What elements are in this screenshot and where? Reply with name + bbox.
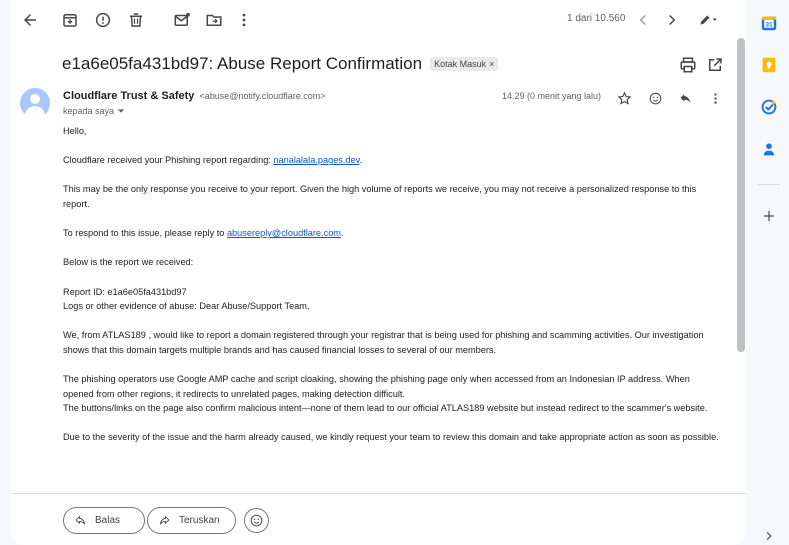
email-body bbox=[63, 124, 723, 460]
archive-icon[interactable] bbox=[60, 10, 80, 30]
reported-domain-link[interactable]: nanalalala.pages.dev bbox=[273, 155, 360, 166]
back-arrow-icon[interactable] bbox=[20, 10, 40, 30]
body-paragraph-7: Due to the severity of the issue and the harm already caused, we kindly request your team to review this domain and take appropriate action as soon as possible. bbox=[63, 432, 719, 443]
sender-line bbox=[63, 90, 326, 102]
forward-arrow-icon bbox=[158, 514, 171, 527]
body-paragraph-1 bbox=[63, 153, 723, 168]
body-paragraph-4: Below is the report we received: bbox=[63, 257, 194, 268]
sender-avatar[interactable] bbox=[20, 88, 50, 118]
open-in-new-window-icon[interactable] bbox=[705, 55, 725, 75]
sender-name[interactable]: Cloudflare Trust & Safety bbox=[63, 90, 195, 102]
scrollbar-thumb[interactable] bbox=[737, 38, 745, 352]
reply-arrow-icon bbox=[74, 514, 87, 527]
reply-label: Balas bbox=[95, 515, 121, 526]
body-text-span: . bbox=[340, 228, 344, 239]
body-greeting: Hello, bbox=[63, 126, 87, 136]
recipient-line[interactable] bbox=[63, 106, 125, 116]
recipient-text: kepada saya bbox=[63, 106, 115, 116]
chevron-right-icon[interactable] bbox=[662, 10, 682, 30]
report-id-line: Report ID: e1a6e05fa431bd97 bbox=[63, 286, 187, 297]
report-spam-icon[interactable] bbox=[93, 10, 113, 30]
remove-label-icon[interactable]: × bbox=[489, 59, 495, 69]
keep-app-icon[interactable] bbox=[760, 56, 778, 74]
inbox-label-text: Kotak Masuk bbox=[434, 59, 487, 69]
rail-divider bbox=[758, 184, 780, 185]
inbox-label-chip[interactable] bbox=[430, 57, 498, 71]
pager-count: 1 dari 10.560 bbox=[567, 13, 626, 24]
star-icon[interactable] bbox=[615, 89, 633, 107]
delete-icon[interactable] bbox=[126, 10, 146, 30]
email-toolbar bbox=[10, 0, 746, 40]
logs-line: Logs or other evidence of abuse: Dear Abuse/Support Team, bbox=[63, 301, 310, 312]
body-text-span: . bbox=[359, 155, 363, 166]
avatar-body-shape bbox=[25, 106, 45, 118]
avatar-head-shape bbox=[30, 94, 40, 104]
contacts-app-icon[interactable] bbox=[760, 140, 778, 158]
body-paragraph-5: We, from ATLAS189 , would like to report a domain registered through your registrar that is being used for phishing and scamming activities. Our investigation shows that this domain targets multiple brands and has caused financial losses to several of our members. bbox=[63, 330, 704, 355]
calendar-app-icon[interactable] bbox=[760, 14, 778, 32]
body-text-span: To respond to this issue, please reply to bbox=[63, 228, 227, 239]
body-text-span: Cloudflare received your Phishing report regarding: bbox=[63, 155, 274, 166]
print-icon[interactable] bbox=[678, 55, 698, 75]
mark-unread-icon[interactable] bbox=[172, 10, 192, 30]
forward-button[interactable] bbox=[147, 507, 236, 534]
body-paragraph-6b: The buttons/links on the page also confirm malicious intent—none of them lead to our official ATLAS189 website but instead redirect to the scammer's website. bbox=[63, 403, 708, 414]
reply-actions-bar bbox=[10, 494, 746, 545]
emoji-reaction-icon[interactable] bbox=[646, 89, 664, 107]
smiley-icon bbox=[249, 513, 264, 528]
sender-email: <abuse@notify.cloudflare.com> bbox=[199, 91, 326, 101]
body-paragraph-6a: The phishing operators use Google AMP cache and script cloaking, showing the phishing page only when accessed from an Indonesian IP address. When opened from other regions, it redirects to unrelated pages, making detection difficult. bbox=[63, 374, 690, 399]
add-addon-icon[interactable] bbox=[760, 207, 778, 225]
reply-icon[interactable] bbox=[676, 89, 694, 107]
reply-button[interactable] bbox=[63, 507, 145, 534]
email-subject: e1a6e05fa431bd97: Abuse Report Confirmation bbox=[62, 54, 423, 73]
svg-text:31: 31 bbox=[765, 21, 773, 29]
more-vert-icon[interactable] bbox=[234, 10, 254, 30]
expand-side-panel-icon[interactable] bbox=[760, 527, 778, 545]
caret-down-icon[interactable] bbox=[117, 107, 125, 115]
body-paragraph-3 bbox=[63, 226, 723, 241]
message-more-vert-icon[interactable] bbox=[706, 89, 724, 107]
body-paragraph-2: This may be the only response you receive to your report. Given the high volume of reports we receive, you may not receive a personalized response to this report. bbox=[63, 184, 697, 209]
email-view-panel bbox=[10, 0, 746, 545]
side-panel-rail bbox=[750, 0, 789, 545]
forward-label: Teruskan bbox=[179, 515, 220, 526]
tasks-app-icon[interactable] bbox=[760, 98, 778, 116]
chevron-left-icon[interactable] bbox=[633, 10, 653, 30]
emoji-react-button[interactable] bbox=[244, 508, 269, 533]
move-to-folder-icon[interactable] bbox=[204, 10, 224, 30]
input-tools-pen-icon[interactable] bbox=[693, 10, 723, 30]
abuse-reply-email-link[interactable]: abusereply@cloudflare.com bbox=[226, 228, 341, 239]
email-timestamp: 14.29 (0 menit yang lalu) bbox=[502, 91, 602, 101]
subject-row bbox=[62, 52, 498, 76]
